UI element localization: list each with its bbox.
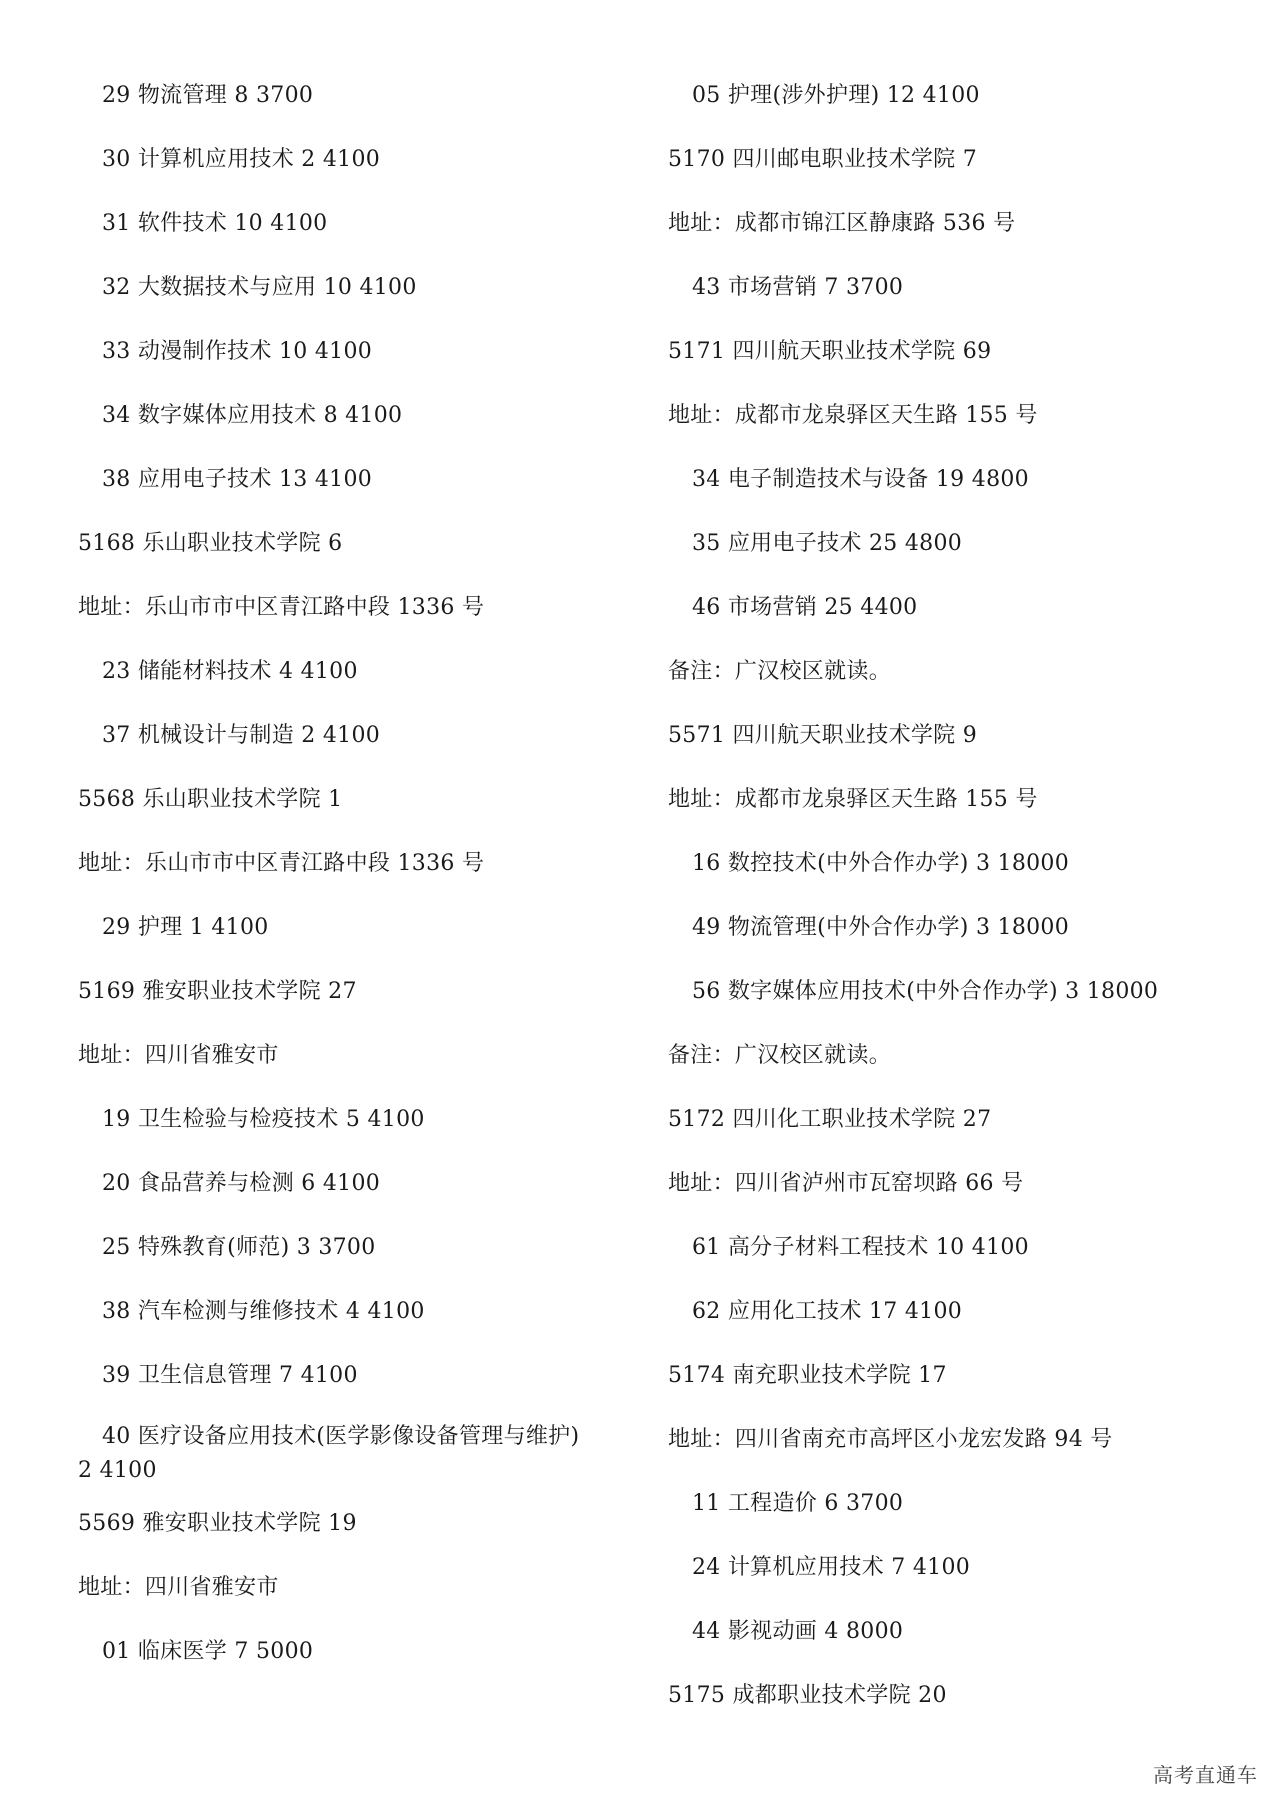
major-item: 29 护理 1 4100 [102, 915, 269, 940]
major-item: 37 机械设计与制造 2 4100 [102, 723, 381, 748]
major-item: 19 卫生检验与检疫技术 5 4100 [102, 1107, 425, 1132]
major-item: 24 计算机应用技术 7 4100 [692, 1555, 971, 1580]
school-heading: 5568 乐山职业技术学院 1 [78, 787, 343, 812]
major-item: 35 应用电子技术 25 4800 [692, 531, 963, 556]
left-column [78, 76, 638, 1696]
major-item [78, 1420, 638, 1504]
school-heading: 5171 四川航天职业技术学院 69 [668, 339, 992, 364]
school-heading: 5174 南充职业技术学院 17 [668, 1363, 947, 1388]
remark-note: 备注：广汉校区就读。 [668, 1043, 892, 1068]
school-heading: 5175 成都职业技术学院 20 [668, 1683, 947, 1708]
school-address: 地址：成都市锦江区静康路 536 号 [668, 211, 1016, 236]
major-item: 38 应用电子技术 13 4100 [102, 467, 373, 492]
school-heading: 5172 四川化工职业技术学院 27 [668, 1107, 992, 1132]
major-item: 05 护理(涉外护理) 12 4100 [692, 83, 980, 108]
school-heading: 5169 雅安职业技术学院 27 [78, 979, 357, 1004]
watermark: 高考直通车 [1153, 1763, 1258, 1787]
major-item: 44 影视动画 4 8000 [692, 1619, 904, 1644]
school-address: 地址：成都市龙泉驿区天生路 155 号 [668, 403, 1038, 428]
major-item-text-continued: 2 4100 [78, 1458, 157, 1483]
major-item: 61 高分子材料工程技术 10 4100 [692, 1235, 1029, 1260]
school-address: 地址：乐山市市中区青江路中段 1336 号 [78, 851, 485, 876]
major-item: 39 卫生信息管理 7 4100 [102, 1363, 358, 1388]
school-heading: 5170 四川邮电职业技术学院 7 [668, 147, 978, 172]
remark-note: 备注：广汉校区就读。 [668, 659, 892, 684]
major-item: 49 物流管理(中外合作办学) 3 18000 [692, 915, 1070, 940]
major-item: 23 储能材料技术 4 4100 [102, 659, 358, 684]
school-address: 地址：乐山市市中区青江路中段 1336 号 [78, 595, 485, 620]
major-item: 43 市场营销 7 3700 [692, 275, 904, 300]
school-heading: 5168 乐山职业技术学院 6 [78, 531, 343, 556]
major-item: 34 电子制造技术与设备 19 4800 [692, 467, 1029, 492]
major-item: 46 市场营销 25 4400 [692, 595, 918, 620]
major-item: 30 计算机应用技术 2 4100 [102, 147, 381, 172]
major-item: 33 动漫制作技术 10 4100 [102, 339, 373, 364]
major-item: 32 大数据技术与应用 10 4100 [102, 275, 417, 300]
major-item: 56 数字媒体应用技术(中外合作办学) 3 18000 [692, 979, 1159, 1004]
school-address: 地址：四川省泸州市瓦窑坝路 66 号 [668, 1171, 1024, 1196]
major-item: 01 临床医学 7 5000 [102, 1639, 314, 1664]
school-address: 地址：四川省南充市高坪区小龙宏发路 94 号 [668, 1427, 1113, 1452]
major-item: 16 数控技术(中外合作办学) 3 18000 [692, 851, 1070, 876]
major-item: 34 数字媒体应用技术 8 4100 [102, 403, 403, 428]
major-item: 31 软件技术 10 4100 [102, 211, 328, 236]
major-item: 11 工程造价 6 3700 [692, 1491, 904, 1516]
major-item: 25 特殊教育(师范) 3 3700 [102, 1235, 376, 1260]
major-item: 20 食品营养与检测 6 4100 [102, 1171, 381, 1196]
major-item: 29 物流管理 8 3700 [102, 83, 314, 108]
major-item-text: 40 医疗设备应用技术(医学影像设备管理与维护) [102, 1424, 580, 1449]
school-heading: 5571 四川航天职业技术学院 9 [668, 723, 978, 748]
school-heading: 5569 雅安职业技术学院 19 [78, 1511, 357, 1536]
school-address: 地址：四川省雅安市 [78, 1043, 279, 1068]
school-address: 地址：成都市龙泉驿区天生路 155 号 [668, 787, 1038, 812]
school-address: 地址：四川省雅安市 [78, 1575, 279, 1600]
major-item: 62 应用化工技术 17 4100 [692, 1299, 963, 1324]
major-item: 38 汽车检测与维修技术 4 4100 [102, 1299, 425, 1324]
right-column [668, 76, 1228, 1740]
